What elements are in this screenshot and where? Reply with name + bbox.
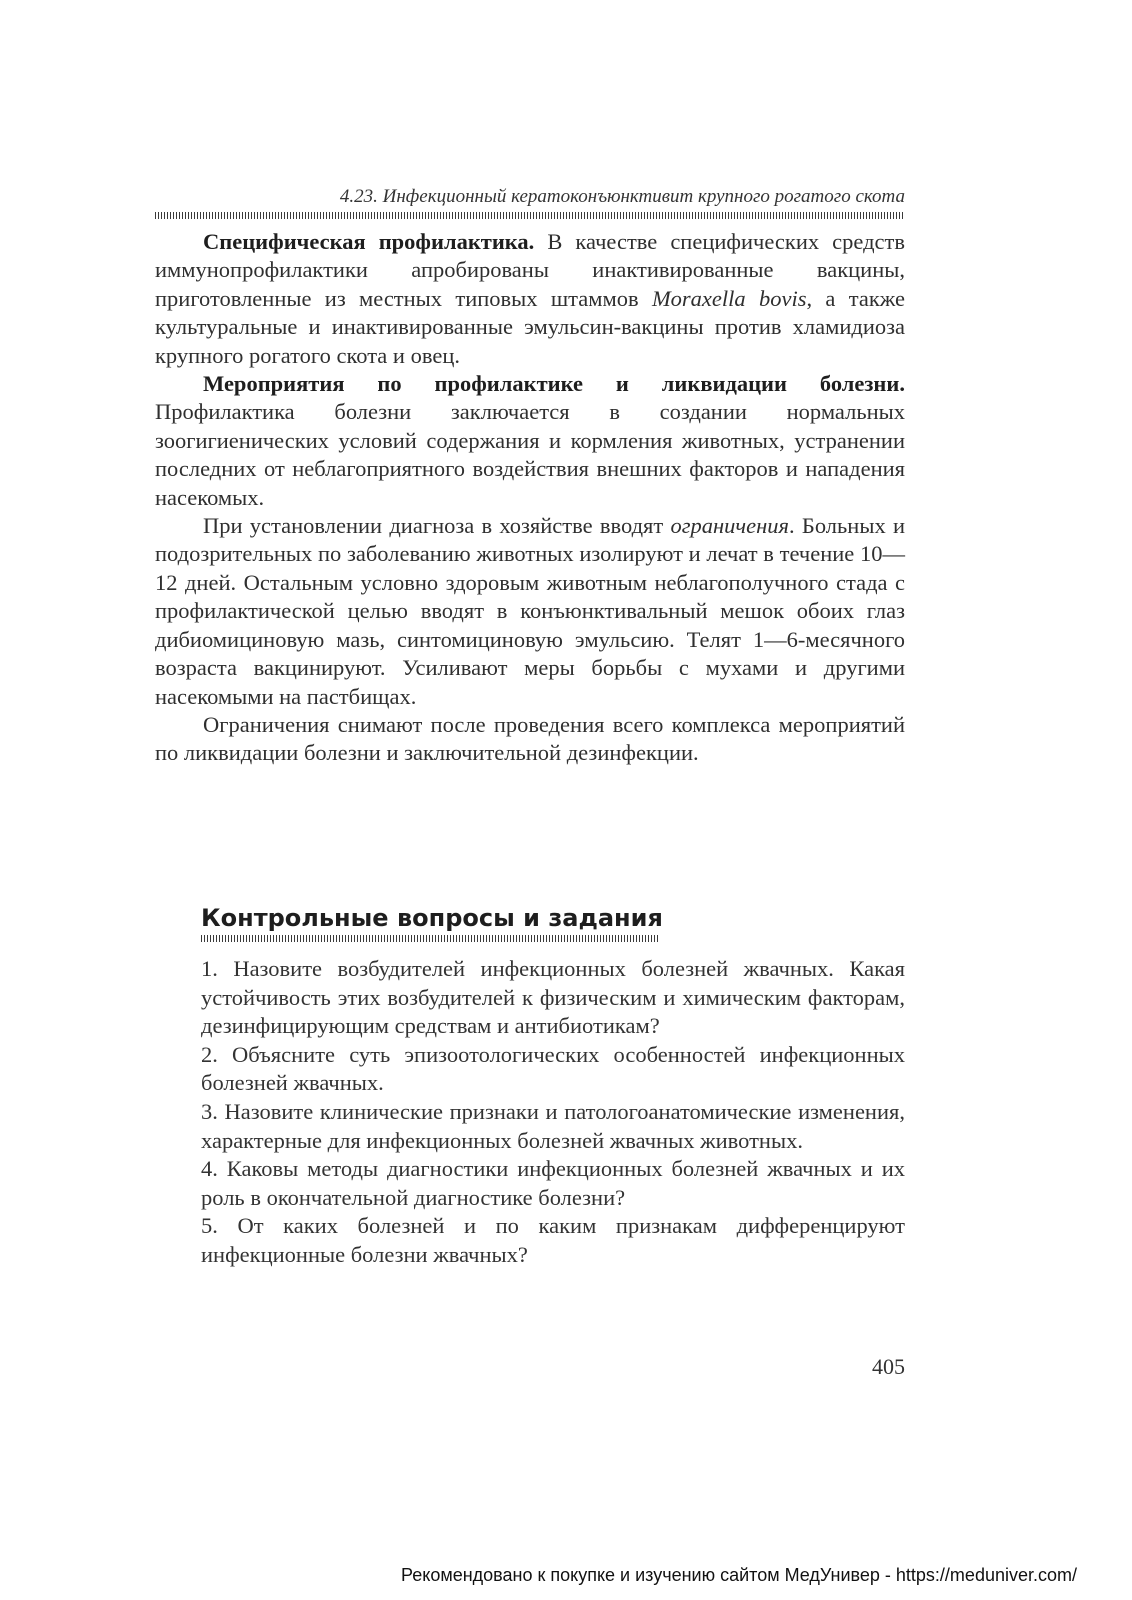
running-header: 4.23. Инфекционный кератоконъюнктивит крупного рогатого скота [339, 186, 905, 207]
paragraph-lifting-restrictions [155, 711, 905, 768]
question-item: 1. Назовите возбудителей инфекционных болезней жвачных. Какая устойчивость этих возбудителей к физическим и химическим факторам, дезинфицирующим средствам и антибиотикам? [201, 956, 905, 1039]
paragraph-measures [155, 370, 905, 512]
paragraph-restrictions [155, 512, 905, 711]
body-text [155, 228, 905, 768]
species-name: Moraxella bovis [651, 285, 807, 311]
emphasis: ограничения [670, 513, 790, 539]
paragraph-text: , а также культуральные и инактивированные эмульсин-вакцины против хламидиоза крупного рогатого скота и овец. [155, 285, 905, 368]
paragraph-lead: Специфическая профилактика. [203, 229, 535, 254]
paragraph-text: Ограничения снимают после проведения всего комплекса мероприятий по ликвидации болезни и заключительной дезинфекции. [155, 711, 905, 766]
paragraph-text: Профилактика болезни заключается в создании нормальных зоогигиенических условий содержания и кормления животных, устранении последних от неблагоприятного воздействия внешних факторов и нападения насекомых. [155, 399, 905, 510]
paragraph-text: В качестве специфических средств иммунопрофилактики апробированы инактивированные вакцины, приготовленные из местных типовых штаммов [155, 229, 905, 311]
question-item: 2. Объясните суть эпизоотологических особенностей инфекционных болезней жвачных. [201, 1041, 905, 1096]
paragraph-specific-prophylaxis [155, 228, 905, 370]
paragraph-lead: Мероприятия по профилактике и ликвидации болезни. [203, 371, 905, 397]
page-number: 405 [872, 1354, 905, 1379]
header-rule [155, 212, 905, 219]
section-title: Контрольные вопросы и задания [201, 904, 663, 932]
section-title-rule [201, 935, 658, 942]
paragraph-text: При установлении диагноза в хозяйстве вводят [203, 513, 671, 539]
questions-list [201, 955, 905, 1270]
question-item: 5. От каких болезней и по каким признакам дифференцируют инфекционные болезни жвачных? [201, 1213, 905, 1267]
footer-note: Рекомендовано к покупке и изучению сайтом МедУнивер - https://meduniver.com/ [401, 1565, 1077, 1585]
question-item: 4. Каковы методы диагностики инфекционных болезней жвачных и их роль в окончательной диагностике болезни? [201, 1156, 905, 1210]
question-item: 3. Назовите клинические признаки и патологоанатомические изменения, характерные для инфекционных болезней жвачных животных. [201, 1098, 905, 1153]
paragraph-text: . Больных и подозрительных по заболеванию животных изолируют и лечат в течение 10—12 дней. Остальным условно здоровым животным неблагополучного стада с профилактической целью вводят в конъюнктивальный мешок обоих глаз дибиомициновую мазь, синтомициновую эмульсию. Телят 1—6-месячного возраста вакцинируют. Усиливают меры борьбы с мухами и другими насекомыми на пастбищах. [155, 513, 906, 709]
